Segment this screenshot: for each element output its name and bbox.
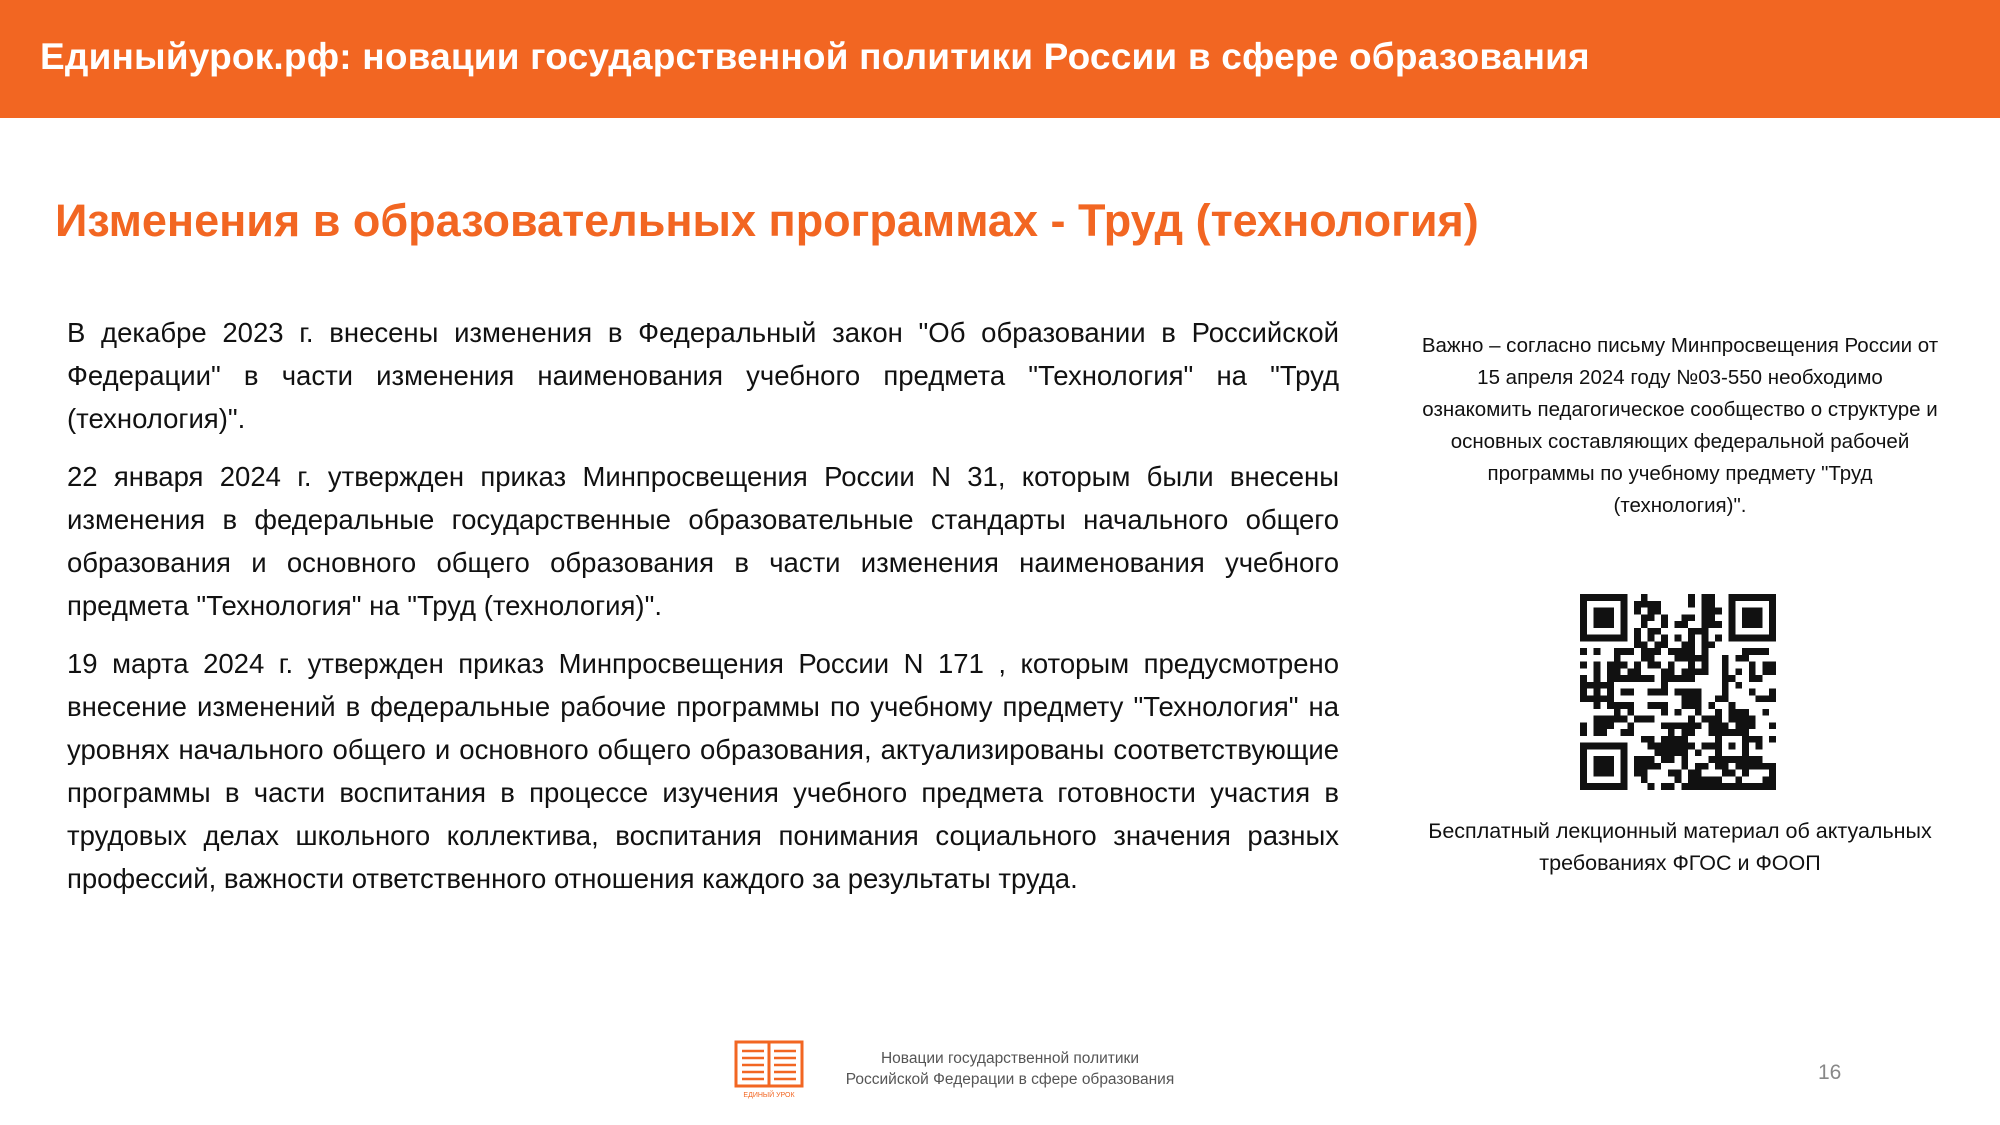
paragraph-2: 22 января 2024 г. утвержден приказ Минпросвещения России N 31, которым были внесены изменения в федеральные государственные образовательные стандарты начального общего образования и основного общего образования в части изменения наименования учебного предмета "Технология" на "Труд (технология)". <box>67 461 1339 621</box>
page-number: 16 <box>1818 1061 1842 1084</box>
footer-text <box>800 1048 1220 1090</box>
paragraph-3: 19 марта 2024 г. утвержден приказ Минпросвещения России N 171 , которым предусмотрено внесение изменений в федеральные рабочие программы по учебному предмету "Технология" на уровнях начального общего и основного общего образования, актуализированы соответствующие программы в части воспитания в процессе изучения учебного предмета готовности участия в трудовых делах школьного коллектива, воспитания понимания социального значения разных профессий, важности ответственного отношения каждого за результаты труда. <box>67 648 1339 894</box>
body-text <box>67 311 1339 915</box>
qr-code-icon[interactable] <box>1580 594 1776 790</box>
header-title: Единыйурок.рф: новации государственной политики России в сфере образования <box>40 36 1590 77</box>
side-note: Важно – согласно письму Минпросвещения России от 15 апреля 2024 году №03-550 необходимо ознакомить педагогическое сообщество о структуре и основных составляющих федеральной рабочей программы по учебному предмету "Труд (технология)". <box>1421 334 1939 517</box>
paragraph-1: В декабре 2023 г. внесены изменения в Федеральный закон "Об образовании в Российской Федерации" в части изменения наименования учебного предмета "Технология" на "Труд (технология)". <box>67 317 1339 434</box>
book-logo-icon <box>733 1038 805 1100</box>
side-caption: Бесплатный лекционный материал об актуальных требованиях ФГОС и ФООП <box>1428 819 1932 875</box>
slide-title: Изменения в образовательных программах - Труд (технология) <box>55 195 1479 246</box>
footer-line-1: Новации государственной политики <box>880 1050 1139 1067</box>
footer-line-2: Российской Федерации в сфере образования <box>845 1071 1175 1088</box>
header-bar <box>0 0 2000 118</box>
logo-text: ЕДИНЫЙ УРОК <box>743 1092 795 1099</box>
